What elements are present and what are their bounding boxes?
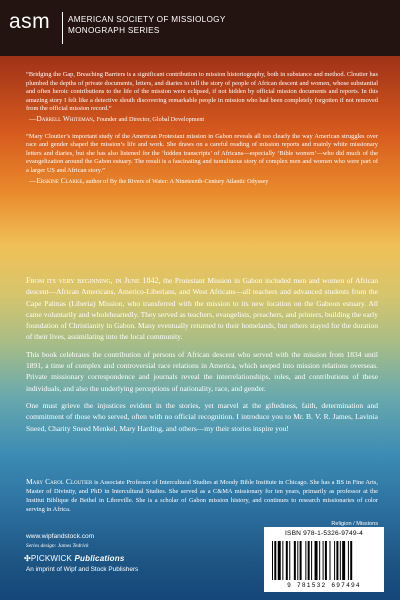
endorsement-affiliation: author of By the Rivers of Water: A Nineteenth-Century Atlantic Odyssey xyxy=(84,177,269,185)
description-paragraph: This book celebrates the contribution of persons of African descent who served with the mission from 1834 until 1891, a time of complex and controversial race relations in America, which seeped into mission relations overseas. Private missionary correspondence and journals reveal the interrelationships, roles, and contributions of these individuals, and also the underlying perceptions of nationality, race, and gender. xyxy=(26,349,378,393)
endorsement-whiteman xyxy=(26,71,378,125)
endorsement-quote: “Bridging the Gap, Breaching Barriers is a significant contribution to mission historiography, both in substance and method. Cloutier has plumbed the depths of private documents, letters, and diaries to tell the story of people of African descent and women, whose substantial and often heroic contributions to the life of the mission were eclipsed, if not hidden by official mission documents and reports. In this amazing story I felt like a detective sleuth discovering remarkable people in mission who had been completely forgotten if not removed from the official mission record.” xyxy=(26,71,378,113)
barcode-bar xyxy=(323,541,324,580)
barcode-bar xyxy=(350,541,352,580)
publisher-imprint: An imprint of Wipf and Stock Publishers xyxy=(26,566,139,573)
description-text: the Protestant Mission in Gabon included men and women of African descent—African Americans, Americo-Liberians, and West Africans—all teachers and advanced students from the Cape Palmas (Liberia) Mission, who transferred with the mission to its new location on the Gaboon estuary. All came voluntarily and wholeheartedly. They served as teachers, evangelists, preachers, and printers, building the early foundation of Christianity in Gabon. Many eventually returned to their homelands, but others stayed for the duration of their lives, assimilating into the local community. xyxy=(26,276,378,342)
author-name: Mary Carol Cloutier xyxy=(26,477,93,486)
bio-text: is Associate Professor of Intercultural Studies at Moody Bible Institute in Chicago. She has a BS in Fine Arts, Master of Divinity, and PhD in Intercultural Studies. She served as a C&MA missionary for ten years, primarily as professor at the Institut Biblique de Bethel in Libreville. She is a scholar of Gabon mission history, and continues to research missionaries of color serving in Africa. xyxy=(26,479,378,513)
barcode-bar xyxy=(330,541,331,580)
barcode-bar xyxy=(336,541,338,580)
book-description xyxy=(26,275,378,440)
endorsement-quote: “Mary Cloutier’s important study of the American Protestant mission in Gabon reveals all too clearly the way American struggles over race and gender shaped the mission’s life and work. She draws on a careful reading of mission reports and mainly white missionary letters and diaries, but she has also listened for the ‘hidden transcripts’ of Africans—especially ‘Bible women’—who did much of the evangelization around the Gabon estuary. The result is a fascinating and tumultuous story of complex men and women who were part of a larger US and African story.” xyxy=(26,132,378,174)
barcode-bar xyxy=(319,541,320,580)
barcode-icon xyxy=(272,541,376,580)
description-paragraph xyxy=(26,275,378,343)
series-header xyxy=(0,0,400,56)
series-design-credit: Series design: James Tedrick xyxy=(26,543,89,549)
barcode-bar xyxy=(300,541,302,580)
isbn-number: ISBN 978-1-5326-9749-4 xyxy=(284,530,364,537)
series-name: MONOGRAPH SERIES xyxy=(68,26,160,35)
barcode-bar xyxy=(272,541,273,580)
subject-category: Religion / Missions xyxy=(331,521,378,527)
barcode-bar xyxy=(305,541,306,580)
barcode-bar xyxy=(334,541,335,580)
barcode-bar xyxy=(274,541,276,580)
asm-logo: asm xyxy=(9,10,51,33)
series-title xyxy=(68,14,226,36)
barcode-bar xyxy=(342,541,345,580)
publisher-logo xyxy=(24,554,124,563)
barcode-bar xyxy=(289,541,290,580)
publisher-name: Publications xyxy=(72,554,125,563)
barcode-bar xyxy=(311,541,312,580)
isbn-barcode xyxy=(264,527,384,592)
publisher-tag: PICKWICK xyxy=(30,554,73,563)
description-lead: From its very beginning, in June 1842, xyxy=(26,276,161,285)
barcode-digits: 9 781532 697494 xyxy=(287,582,361,589)
description-paragraph: One must grieve the injustices evident in the stories, yet marvel at the giftedness, faith, determination and commitment of those who served, often with no official recognition. I introduce you to Mr. B. V. R. James, Lavinia Sneed, Charity Sneed Menkel, Mary Harding, and others—my their stories inspire you! xyxy=(26,400,378,433)
barcode-bar xyxy=(282,541,283,580)
barcode-bar xyxy=(278,541,281,580)
barcode-bar xyxy=(348,541,349,580)
barcode-bar xyxy=(340,541,341,580)
barcode-bar xyxy=(315,541,318,580)
endorsement-affiliation: Founder and Director, Global Development xyxy=(94,115,205,123)
barcode-bar xyxy=(308,541,310,580)
barcode-bar xyxy=(325,541,327,580)
endorsement-clarke xyxy=(26,133,378,187)
logo-divider xyxy=(62,12,63,44)
endorsement-attribution xyxy=(26,115,378,125)
barcode-bar xyxy=(297,541,298,580)
pickwick-logo-icon: ✣ xyxy=(24,554,31,563)
barcode-bar xyxy=(294,541,296,580)
endorsements xyxy=(26,71,378,194)
barcode-bar xyxy=(286,541,288,580)
publisher-url: www.wipfandstock.com xyxy=(26,533,95,540)
society-name: AMERICAN SOCIETY OF MISSIOLOGY xyxy=(68,15,226,24)
endorsement-author: —Darrell Whiteman, xyxy=(29,113,95,123)
endorsement-attribution xyxy=(26,177,378,187)
endorsement-author: —Erskine Clarke, xyxy=(29,175,85,185)
author-bio xyxy=(26,478,378,515)
